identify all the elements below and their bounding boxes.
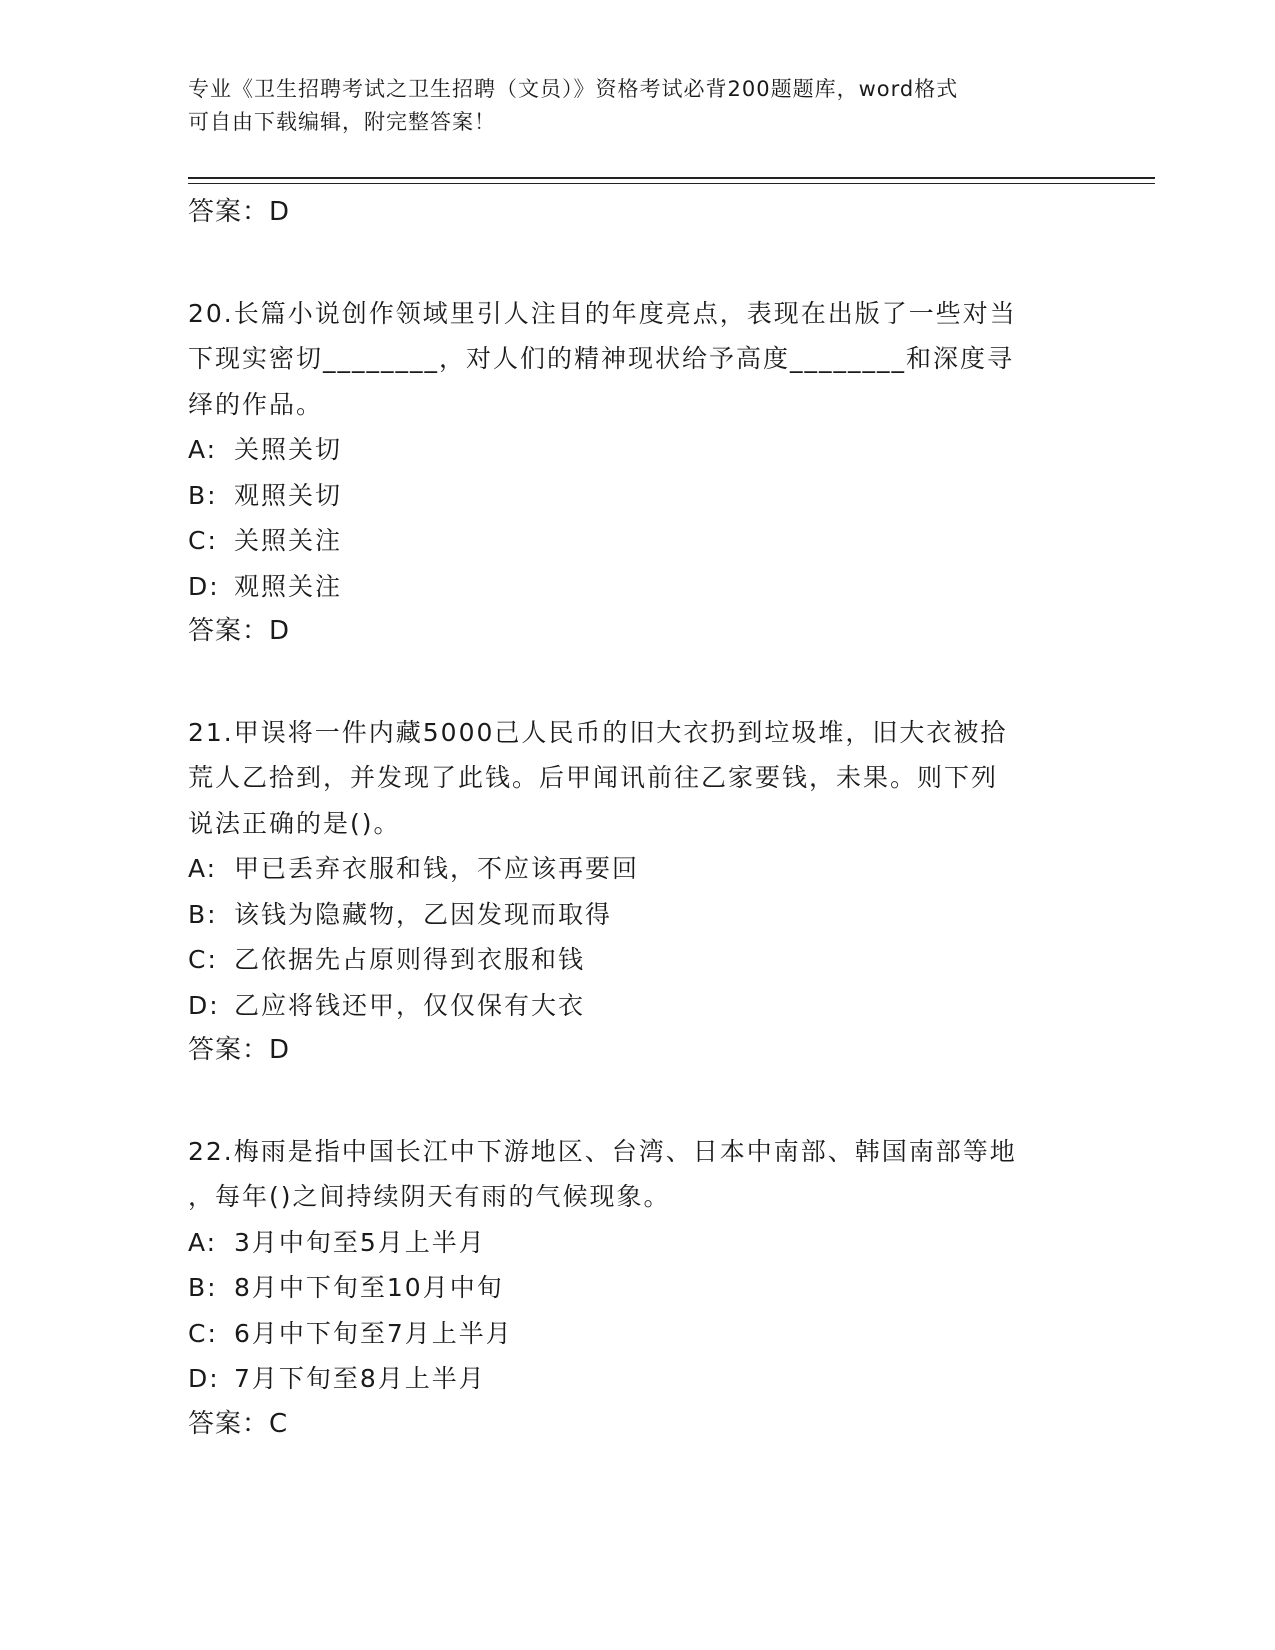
option-text: 8月中下旬至10月中旬 — [234, 1273, 504, 1302]
answer-line: 答案：D — [188, 1035, 291, 1065]
question-content — [188, 190, 1088, 1447]
document-header — [188, 73, 1068, 139]
answer-line: 答案：C — [188, 1408, 289, 1439]
option-text: 乙应将钱还甲，仅仅保有大衣 — [234, 990, 586, 1020]
option-c — [188, 518, 1088, 564]
option-text: 3月中旬至5月上半月 — [234, 1227, 486, 1257]
option-text: 该钱为隐藏物，乙因发现而取得 — [234, 899, 613, 929]
spacer — [188, 236, 1088, 291]
question-stem-line: 20.长篇小说创作领域里引人注目的年度亮点，表现在出版了一些对当 — [188, 298, 1017, 328]
option-text: 关照关切 — [234, 435, 343, 464]
question-20 — [188, 291, 1088, 655]
option-b — [188, 473, 1088, 519]
option-d — [188, 1356, 1088, 1402]
answer-line: 答案：D — [188, 616, 291, 646]
option-d — [188, 564, 1088, 610]
option-text: 6月中下旬至7月上半月 — [234, 1318, 513, 1348]
option-text: 甲已丢弃衣服和钱，不应该再要回 — [234, 854, 640, 883]
question-stem-line: 下现实密切________，对人们的精神现状给予高度________和深度寻 — [188, 344, 1015, 373]
spacer — [188, 1074, 1088, 1129]
option-a — [188, 846, 1088, 892]
option-label: D: — [188, 1364, 220, 1393]
option-label: C: — [188, 526, 218, 555]
option-label: B: — [188, 1273, 218, 1302]
option-label: A: — [188, 435, 218, 464]
option-b — [188, 1265, 1088, 1311]
option-label: B: — [188, 899, 218, 929]
question-stem-line: 说法正确的是()。 — [188, 808, 401, 838]
header-line-1: 专业《卫生招聘考试之卫生招聘（文员）》资格考试必背200题题库，word格式 — [188, 77, 959, 101]
option-label: A: — [188, 854, 218, 883]
option-text: 7月下旬至8月上半月 — [234, 1364, 486, 1393]
header-line-2: 可自由下载编辑，附完整答案！ — [188, 110, 496, 134]
question-stem-line: 荒人乙拾到，并发现了此钱。后甲闻讯前往乙家要钱，未果。则下列 — [188, 763, 999, 792]
option-label: D: — [188, 990, 220, 1020]
option-label: C: — [188, 1318, 218, 1348]
option-text: 乙依据先占原则得到衣服和钱 — [234, 945, 586, 974]
option-text: 观照关切 — [234, 480, 343, 510]
option-label: A: — [188, 1227, 218, 1257]
option-b — [188, 892, 1088, 938]
header-divider-thin — [188, 183, 1155, 184]
question-21 — [188, 710, 1088, 1074]
option-text: 观照关注 — [234, 571, 343, 601]
option-c — [188, 937, 1088, 983]
option-text: 关照关注 — [234, 526, 343, 555]
option-a — [188, 427, 1088, 473]
question-stem-line: 22.梅雨是指中国长江中下游地区、台湾、日本中南部、韩国南部等地 — [188, 1136, 1017, 1166]
spacer — [188, 655, 1088, 710]
previous-answer: 答案：D — [188, 197, 291, 227]
question-stem-line: 绎的作品。 — [188, 389, 324, 419]
question-stem-line: ，每年()之间持续阴天有雨的气候现象。 — [188, 1182, 671, 1211]
option-c — [188, 1311, 1088, 1357]
question-stem-line: 21.甲误将一件内藏5000己人民币的旧大衣扔到垃圾堆，旧大衣被拾 — [188, 717, 1008, 747]
header-divider-thick — [188, 177, 1155, 179]
option-d — [188, 983, 1088, 1029]
option-a — [188, 1220, 1088, 1266]
option-label: D: — [188, 571, 220, 601]
question-22 — [188, 1129, 1088, 1448]
option-label: C: — [188, 945, 218, 974]
option-label: B: — [188, 480, 218, 510]
